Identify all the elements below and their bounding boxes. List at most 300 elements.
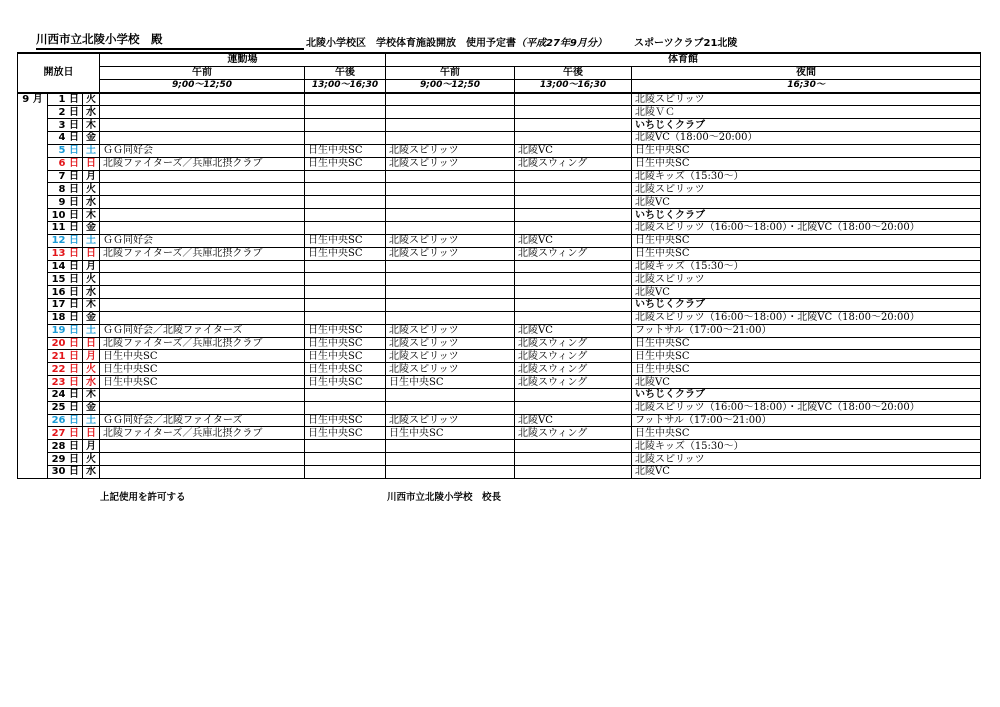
day-suffix: 日	[69, 119, 79, 131]
weekday-cell: 木	[83, 388, 100, 401]
day-cell	[48, 183, 83, 196]
day-suffix: 日	[69, 440, 79, 452]
gym-night-cell: 北陵キッズ（15:30～）	[632, 170, 981, 183]
day-number: 7	[58, 171, 66, 183]
playground-afternoon-cell: 日生中央SC	[305, 337, 386, 350]
gym-afternoon-cell	[515, 170, 632, 183]
table-row	[18, 183, 981, 196]
gym-morning-cell: 北陵スピリッツ	[386, 234, 515, 247]
playground-morning-cell	[100, 196, 305, 209]
organization-name: スポーツクラブ21北陵	[634, 38, 738, 49]
day-cell	[48, 376, 83, 389]
gym-afternoon-cell: 北陵VC	[515, 414, 632, 427]
day-number: 3	[58, 119, 66, 131]
table-row	[18, 247, 981, 260]
gym-morning-cell	[386, 466, 515, 479]
gym-morning-cell	[386, 440, 515, 453]
day-number: 14	[51, 260, 66, 272]
playground-morning-cell	[100, 260, 305, 273]
playground-afternoon-cell	[305, 453, 386, 466]
table-row	[18, 286, 981, 299]
playground-header: 運動場	[100, 53, 386, 66]
playground-morning-header: 午前	[100, 66, 305, 79]
gym-afternoon-cell	[515, 260, 632, 273]
playground-afternoon-cell	[305, 221, 386, 234]
table-row	[18, 388, 981, 401]
gym-night-cell: 日生中央SC	[632, 234, 981, 247]
gym-morning-cell: 北陵スピリッツ	[386, 144, 515, 157]
day-number: 2	[58, 106, 66, 118]
playground-afternoon-cell: 日生中央SC	[305, 427, 386, 440]
gym-afternoon-cell: 北陵スウィング	[515, 427, 632, 440]
table-row	[18, 106, 981, 119]
gym-morning-cell: 北陵スピリッツ	[386, 350, 515, 363]
gym-afternoon-cell	[515, 273, 632, 286]
day-suffix: 日	[69, 286, 79, 298]
day-suffix: 日	[69, 209, 79, 221]
weekday-cell: 土	[83, 324, 100, 337]
day-number: 11	[51, 222, 66, 234]
day-cell	[48, 414, 83, 427]
playground-afternoon-cell	[305, 286, 386, 299]
playground-morning-cell: ＧＧ同好会／北陵ファイターズ	[100, 324, 305, 337]
day-number: 25	[51, 402, 66, 414]
day-cell	[48, 299, 83, 312]
open-day-header: 開放日	[18, 53, 100, 93]
day-number: 6	[58, 158, 66, 170]
day-number: 21	[51, 350, 66, 362]
day-suffix: 日	[69, 299, 79, 311]
day-suffix: 日	[69, 222, 79, 234]
gym-night-header: 夜間	[632, 66, 981, 79]
gym-night-cell: 日生中央SC	[632, 363, 981, 376]
gym-morning-cell	[386, 401, 515, 414]
day-number: 4	[58, 132, 66, 144]
day-suffix: 日	[69, 427, 79, 439]
day-number: 13	[51, 248, 66, 260]
header-row-facility	[18, 53, 981, 66]
playground-morning-cell	[100, 388, 305, 401]
gym-morning-cell	[386, 209, 515, 222]
document-title	[306, 34, 607, 49]
gym-morning-cell: 北陵スピリッツ	[386, 324, 515, 337]
day-number: 24	[51, 389, 66, 401]
day-cell	[48, 234, 83, 247]
schedule-table	[17, 52, 981, 479]
gym-afternoon-cell	[515, 132, 632, 145]
gym-morning-cell	[386, 106, 515, 119]
day-suffix: 日	[69, 376, 79, 388]
day-suffix: 日	[69, 453, 79, 465]
gym-morning-cell	[386, 311, 515, 324]
gym-afternoon-cell: 北陵スウィング	[515, 337, 632, 350]
playground-morning-cell: 北陵ファイターズ／兵庫北摂クラブ	[100, 157, 305, 170]
day-cell	[48, 132, 83, 145]
gym-night-cell: 北陵スピリッツ（16:00～18:00）・北陵VC（18:00～20:00）	[632, 221, 981, 234]
gym-night-cell: 北陵スピリッツ	[632, 453, 981, 466]
gym-afternoon-cell: 北陵スウィング	[515, 247, 632, 260]
weekday-cell: 水	[83, 286, 100, 299]
gym-night-cell: フットサル（17:00～21:00）	[632, 414, 981, 427]
weekday-cell: 金	[83, 311, 100, 324]
day-number: 1	[58, 93, 66, 105]
gym-night-cell: 北陵スピリッツ（16:00～18:00）・北陵VC（18:00～20:00）	[632, 311, 981, 324]
day-number: 27	[51, 427, 66, 439]
gym-night-time: 16;30～	[632, 79, 981, 92]
day-suffix: 日	[69, 350, 79, 362]
day-suffix: 日	[69, 325, 79, 337]
gym-night-cell: 北陵キッズ（15:30～）	[632, 440, 981, 453]
playground-afternoon-cell	[305, 209, 386, 222]
day-number: 30	[51, 466, 66, 478]
weekday-cell: 水	[83, 466, 100, 479]
gym-afternoon-cell	[515, 311, 632, 324]
gym-afternoon-cell: 北陵スウィング	[515, 363, 632, 376]
gym-night-cell: 北陵スピリッツ	[632, 273, 981, 286]
day-cell	[48, 273, 83, 286]
playground-afternoon-cell	[305, 119, 386, 132]
table-row	[18, 93, 981, 106]
table-row	[18, 234, 981, 247]
weekday-cell: 木	[83, 119, 100, 132]
gym-night-cell: 日生中央SC	[632, 144, 981, 157]
weekday-cell: 日	[83, 337, 100, 350]
playground-morning-cell: ＧＧ同好会／北陵ファイターズ	[100, 414, 305, 427]
day-number: 26	[51, 415, 66, 427]
weekday-cell: 水	[83, 196, 100, 209]
gym-morning-cell: 北陵スピリッツ	[386, 337, 515, 350]
gym-afternoon-cell	[515, 119, 632, 132]
month-cell: 9 月	[18, 93, 48, 479]
table-row	[18, 196, 981, 209]
day-suffix: 日	[69, 93, 79, 105]
table-row	[18, 324, 981, 337]
day-number: 19	[51, 325, 66, 337]
day-number: 8	[58, 183, 66, 195]
day-cell	[48, 196, 83, 209]
gym-night-cell: いちじくクラブ	[632, 299, 981, 312]
playground-afternoon-cell: 日生中央SC	[305, 350, 386, 363]
weekday-cell: 火	[83, 453, 100, 466]
weekday-cell: 月	[83, 440, 100, 453]
day-number: 18	[51, 312, 66, 324]
table-row	[18, 466, 981, 479]
day-cell	[48, 311, 83, 324]
weekday-cell: 月	[83, 350, 100, 363]
gym-night-cell: 日生中央SC	[632, 337, 981, 350]
gym-afternoon-cell	[515, 106, 632, 119]
gym-morning-cell: 北陵スピリッツ	[386, 414, 515, 427]
playground-morning-cell	[100, 93, 305, 106]
gym-night-cell: いちじくクラブ	[632, 119, 981, 132]
day-number: 20	[51, 337, 66, 349]
gym-night-cell: 北陵スピリッツ	[632, 93, 981, 106]
table-row	[18, 414, 981, 427]
gym-morning-cell	[386, 260, 515, 273]
day-suffix: 日	[69, 106, 79, 118]
gym-afternoon-time: 13;00～16;30	[515, 79, 632, 92]
table-row	[18, 119, 981, 132]
day-cell	[48, 144, 83, 157]
playground-morning-cell: 北陵ファイターズ／兵庫北摂クラブ	[100, 427, 305, 440]
playground-morning-cell	[100, 299, 305, 312]
playground-morning-cell: ＧＧ同好会	[100, 234, 305, 247]
gym-afternoon-cell	[515, 183, 632, 196]
weekday-cell: 金	[83, 221, 100, 234]
day-cell	[48, 209, 83, 222]
day-suffix: 日	[69, 196, 79, 208]
day-number: 5	[58, 145, 66, 157]
day-cell	[48, 466, 83, 479]
day-suffix: 日	[69, 171, 79, 183]
playground-afternoon-cell	[305, 311, 386, 324]
schedule-body	[18, 93, 981, 479]
playground-morning-cell: 日生中央SC	[100, 376, 305, 389]
playground-morning-cell: 北陵ファイターズ／兵庫北摂クラブ	[100, 247, 305, 260]
weekday-cell: 月	[83, 170, 100, 183]
playground-afternoon-cell	[305, 388, 386, 401]
playground-morning-cell	[100, 106, 305, 119]
gym-afternoon-cell	[515, 93, 632, 106]
gym-morning-cell: 日生中央SC	[386, 427, 515, 440]
playground-afternoon-cell	[305, 93, 386, 106]
gym-afternoon-cell	[515, 286, 632, 299]
day-cell	[48, 440, 83, 453]
weekday-cell: 火	[83, 363, 100, 376]
gym-afternoon-cell: 北陵スウィング	[515, 376, 632, 389]
table-row	[18, 363, 981, 376]
day-cell	[48, 337, 83, 350]
playground-afternoon-cell: 日生中央SC	[305, 234, 386, 247]
gym-morning-cell	[386, 119, 515, 132]
day-number: 23	[51, 376, 66, 388]
gym-night-cell: 北陵VC（18:00～20:00）	[632, 132, 981, 145]
playground-morning-cell: 日生中央SC	[100, 350, 305, 363]
weekday-cell: 木	[83, 299, 100, 312]
playground-morning-cell	[100, 311, 305, 324]
playground-afternoon-cell	[305, 466, 386, 479]
day-cell	[48, 286, 83, 299]
playground-afternoon-cell	[305, 401, 386, 414]
weekday-cell: 金	[83, 132, 100, 145]
gym-afternoon-cell: 北陵スウィング	[515, 350, 632, 363]
day-cell	[48, 363, 83, 376]
day-cell	[48, 350, 83, 363]
weekday-cell: 水	[83, 376, 100, 389]
day-cell	[48, 170, 83, 183]
day-number: 29	[51, 453, 66, 465]
day-cell	[48, 427, 83, 440]
playground-afternoon-cell: 日生中央SC	[305, 363, 386, 376]
gym-night-cell: 北陵VC	[632, 286, 981, 299]
weekday-cell: 土	[83, 414, 100, 427]
playground-afternoon-cell: 日生中央SC	[305, 144, 386, 157]
gym-morning-cell: 北陵スピリッツ	[386, 363, 515, 376]
day-suffix: 日	[69, 312, 79, 324]
playground-morning-time: 9;00～12;50	[100, 79, 305, 92]
playground-afternoon-cell	[305, 273, 386, 286]
table-row	[18, 350, 981, 363]
weekday-cell: 土	[83, 234, 100, 247]
day-cell	[48, 221, 83, 234]
gym-afternoon-header: 午後	[515, 66, 632, 79]
gym-afternoon-cell: 北陵VC	[515, 324, 632, 337]
gym-morning-header: 午前	[386, 66, 515, 79]
gym-header: 体育館	[386, 53, 981, 66]
table-row	[18, 427, 981, 440]
playground-afternoon-time: 13;00～16;30	[305, 79, 386, 92]
day-cell	[48, 247, 83, 260]
gym-afternoon-cell: 北陵スウィング	[515, 157, 632, 170]
day-suffix: 日	[69, 248, 79, 260]
table-row	[18, 273, 981, 286]
weekday-cell: 土	[83, 144, 100, 157]
day-suffix: 日	[69, 402, 79, 414]
playground-afternoon-cell: 日生中央SC	[305, 157, 386, 170]
day-suffix: 日	[69, 389, 79, 401]
playground-afternoon-cell	[305, 440, 386, 453]
table-row	[18, 440, 981, 453]
weekday-cell: 火	[83, 183, 100, 196]
playground-morning-cell	[100, 401, 305, 414]
weekday-cell: 火	[83, 93, 100, 106]
table-row	[18, 401, 981, 414]
day-number: 9	[58, 196, 66, 208]
playground-morning-cell	[100, 453, 305, 466]
playground-morning-cell	[100, 209, 305, 222]
table-row	[18, 376, 981, 389]
gym-afternoon-cell: 北陵VC	[515, 144, 632, 157]
playground-morning-cell	[100, 221, 305, 234]
gym-afternoon-cell: 北陵VC	[515, 234, 632, 247]
playground-afternoon-cell	[305, 183, 386, 196]
gym-morning-cell: 日生中央SC	[386, 376, 515, 389]
gym-afternoon-cell	[515, 440, 632, 453]
gym-morning-cell	[386, 196, 515, 209]
day-cell	[48, 119, 83, 132]
playground-afternoon-cell	[305, 260, 386, 273]
day-cell	[48, 401, 83, 414]
document-period: （平成27年9月分）	[516, 38, 607, 49]
playground-morning-cell	[100, 440, 305, 453]
day-cell	[48, 106, 83, 119]
day-suffix: 日	[69, 466, 79, 478]
weekday-cell: 金	[83, 401, 100, 414]
gym-night-cell: 日生中央SC	[632, 350, 981, 363]
playground-afternoon-header: 午後	[305, 66, 386, 79]
gym-afternoon-cell	[515, 388, 632, 401]
day-number: 28	[51, 440, 66, 452]
document-title-text: 北陵小学校区 学校体育施設開放 使用予定書	[306, 38, 516, 49]
day-number: 22	[51, 363, 66, 375]
day-cell	[48, 157, 83, 170]
table-row	[18, 132, 981, 145]
gym-afternoon-cell	[515, 299, 632, 312]
gym-afternoon-cell	[515, 453, 632, 466]
weekday-cell: 火	[83, 273, 100, 286]
gym-morning-cell: 北陵スピリッツ	[386, 247, 515, 260]
approval-text: 上記使用を許可する	[100, 492, 186, 503]
gym-night-cell: 日生中央SC	[632, 157, 981, 170]
gym-night-cell: 北陵ＶＣ	[632, 106, 981, 119]
playground-afternoon-cell	[305, 170, 386, 183]
weekday-cell: 日	[83, 157, 100, 170]
gym-morning-cell	[386, 183, 515, 196]
day-suffix: 日	[69, 260, 79, 272]
playground-afternoon-cell: 日生中央SC	[305, 324, 386, 337]
principal-signature: 川西市立北陵小学校 校長	[387, 492, 502, 503]
day-suffix: 日	[69, 273, 79, 285]
playground-morning-cell: 日生中央SC	[100, 363, 305, 376]
table-row	[18, 311, 981, 324]
day-suffix: 日	[69, 145, 79, 157]
gym-morning-cell	[386, 170, 515, 183]
playground-morning-cell	[100, 170, 305, 183]
gym-night-cell: 日生中央SC	[632, 427, 981, 440]
gym-night-cell: いちじくクラブ	[632, 388, 981, 401]
day-suffix: 日	[69, 158, 79, 170]
gym-afternoon-cell	[515, 209, 632, 222]
gym-afternoon-cell	[515, 196, 632, 209]
header-row-period	[18, 66, 981, 79]
gym-night-cell: 北陵VC	[632, 376, 981, 389]
gym-night-cell: 北陵キッズ（15:30～）	[632, 260, 981, 273]
day-suffix: 日	[69, 415, 79, 427]
gym-morning-cell	[386, 286, 515, 299]
playground-afternoon-cell	[305, 132, 386, 145]
weekday-cell: 月	[83, 260, 100, 273]
day-cell	[48, 388, 83, 401]
playground-morning-cell	[100, 132, 305, 145]
gym-morning-cell	[386, 93, 515, 106]
gym-afternoon-cell	[515, 466, 632, 479]
playground-afternoon-cell: 日生中央SC	[305, 247, 386, 260]
playground-afternoon-cell: 日生中央SC	[305, 414, 386, 427]
addressee: 川西市立北陵小学校 殿	[36, 31, 304, 50]
day-suffix: 日	[69, 183, 79, 195]
gym-night-cell: フットサル（17:00～21:00）	[632, 324, 981, 337]
gym-night-cell: いちじくクラブ	[632, 209, 981, 222]
table-row	[18, 157, 981, 170]
playground-morning-cell: 北陵ファイターズ／兵庫北摂クラブ	[100, 337, 305, 350]
table-row	[18, 299, 981, 312]
playground-morning-cell	[100, 286, 305, 299]
table-row	[18, 221, 981, 234]
playground-morning-cell: ＧＧ同好会	[100, 144, 305, 157]
gym-morning-cell	[386, 132, 515, 145]
playground-morning-cell	[100, 466, 305, 479]
header-row-time	[18, 79, 981, 92]
day-cell	[48, 260, 83, 273]
table-row	[18, 170, 981, 183]
weekday-cell: 木	[83, 209, 100, 222]
weekday-cell: 日	[83, 427, 100, 440]
playground-afternoon-cell	[305, 299, 386, 312]
weekday-cell: 日	[83, 247, 100, 260]
day-number: 10	[51, 209, 66, 221]
gym-morning-time: 9;00～12;50	[386, 79, 515, 92]
day-cell	[48, 93, 83, 106]
gym-night-cell: 北陵VC	[632, 196, 981, 209]
playground-afternoon-cell: 日生中央SC	[305, 376, 386, 389]
gym-morning-cell	[386, 453, 515, 466]
day-suffix: 日	[69, 235, 79, 247]
table-row	[18, 209, 981, 222]
day-number: 15	[51, 273, 66, 285]
gym-night-cell: 北陵スピリッツ	[632, 183, 981, 196]
playground-morning-cell	[100, 273, 305, 286]
day-number: 17	[51, 299, 66, 311]
